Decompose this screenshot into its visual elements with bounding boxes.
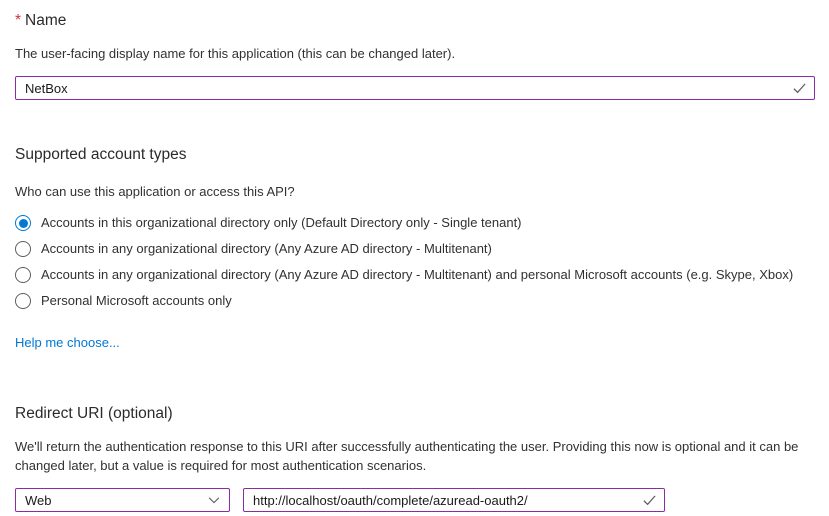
radio-option-label: Personal Microsoft accounts only [41, 293, 232, 308]
radio-option-multitenant[interactable] [15, 236, 815, 262]
radio-0 [15, 215, 31, 231]
redirect-uri-title: Redirect URI (optional) [15, 405, 173, 422]
name-input[interactable] [15, 76, 815, 100]
name-title-text: Name [25, 12, 67, 29]
account-types-radio-group [15, 210, 815, 314]
name-section-title [15, 10, 815, 31]
radio-3 [15, 293, 31, 309]
name-description: The user-facing display name for this application (this can be changed later). [15, 46, 456, 61]
redirect-uri-input[interactable] [243, 488, 665, 512]
radio-option-label: Accounts in any organizational directory (Any Azure AD directory - Multitenant) and personal Microsoft accounts (e.g. Skype, Xbox) [41, 267, 794, 282]
radio-option-single-tenant[interactable] [15, 210, 815, 236]
redirect-uri-row [15, 488, 815, 512]
help-me-choose-link[interactable]: Help me choose... [15, 335, 120, 350]
radio-option-label: Accounts in any organizational directory (Any Azure AD directory - Multitenant) [41, 241, 492, 256]
platform-select-value: Web [25, 492, 52, 508]
redirect-uri-description: We'll return the authentication response to this URI after successfully authenticating the user. Providing this now is optional and it can be changed later, but a value is required for most authentication scenarios. [15, 439, 799, 473]
radio-option-personal-only[interactable] [15, 288, 815, 314]
name-input-container [15, 76, 815, 100]
chevron-down-icon [207, 493, 221, 507]
platform-select[interactable] [15, 488, 230, 512]
required-asterisk: * [15, 12, 22, 29]
radio-1 [15, 241, 31, 257]
redirect-uri-input-container [243, 488, 665, 512]
account-types-question: Who can use this application or access this API? [15, 184, 295, 199]
radio-option-label: Accounts in this organizational directory only (Default Directory only - Single tenant) [41, 215, 522, 230]
account-types-title: Supported account types [15, 146, 187, 163]
radio-2 [15, 267, 31, 283]
radio-option-multitenant-personal[interactable] [15, 262, 815, 288]
